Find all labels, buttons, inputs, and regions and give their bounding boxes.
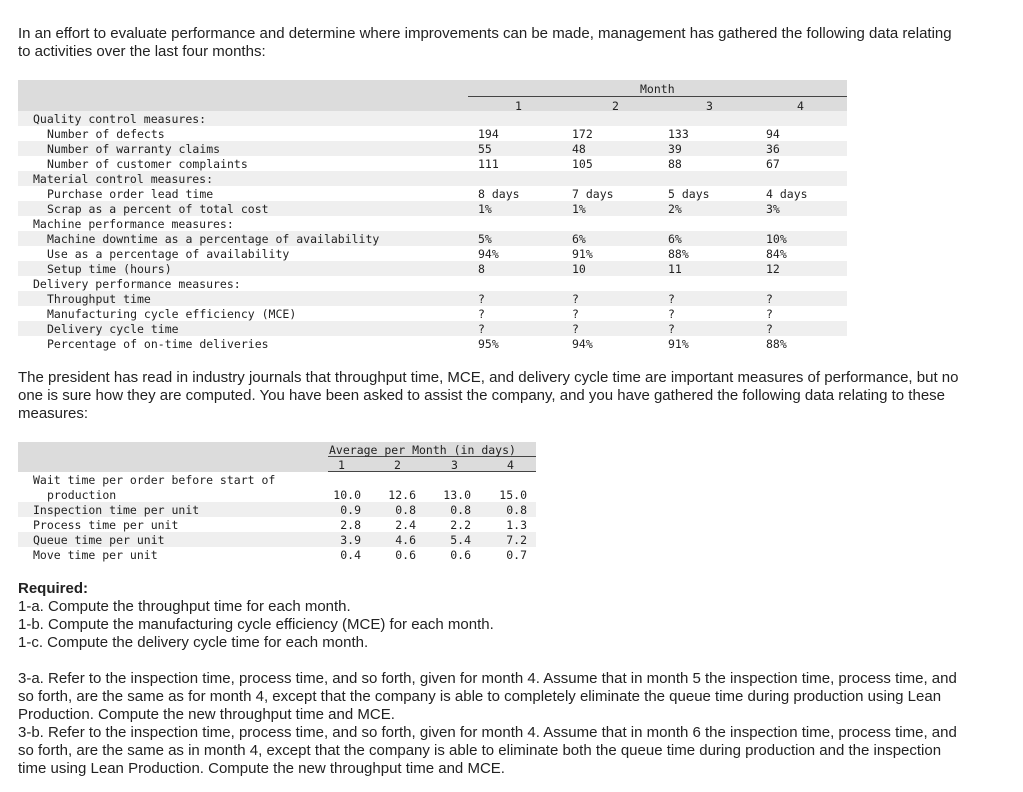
table-cell: 2.2	[450, 518, 471, 532]
table-cell: 8	[478, 262, 485, 276]
table-cell: 8 days	[478, 187, 520, 201]
table-cell: 48	[572, 142, 586, 156]
row-label: Queue time per unit	[33, 533, 165, 547]
table-cell: 94%	[478, 247, 499, 261]
table-header-band	[18, 80, 847, 114]
table-cell: 11	[668, 262, 682, 276]
table-cell: 7 days	[572, 187, 614, 201]
table-cell: 3%	[766, 202, 780, 216]
row-label: Setup time (hours)	[47, 262, 172, 276]
table-cell: ?	[668, 292, 675, 306]
table-cell: 91%	[572, 247, 593, 261]
table-cell: 2.8	[340, 518, 361, 532]
table-cell: 5%	[478, 232, 492, 246]
table-cell: ?	[478, 322, 485, 336]
column-header: 2	[394, 458, 401, 472]
table-cell: 5.4	[450, 533, 471, 547]
header-rule	[468, 96, 847, 97]
row-label: Process time per unit	[33, 518, 179, 532]
table-cell: ?	[766, 322, 773, 336]
column-header: 4	[797, 99, 804, 113]
section-label: Material control measures:	[33, 172, 214, 186]
table-cell: ?	[766, 292, 773, 306]
table-cell: ?	[766, 307, 773, 321]
section-label: Delivery performance measures:	[33, 277, 241, 291]
table-cell: 36	[766, 142, 780, 156]
table-cell: 39	[668, 142, 682, 156]
average-group-header: Average per Month (in days)	[329, 443, 516, 457]
column-header: 3	[706, 99, 713, 113]
table-cell: 0.7	[506, 548, 527, 562]
column-header: 4	[507, 458, 514, 472]
table-cell: 10%	[766, 232, 787, 246]
row-label: production	[47, 488, 117, 502]
table-cell: 55	[478, 142, 492, 156]
table-cell: 95%	[478, 337, 499, 351]
table-cell: 15.0	[499, 488, 527, 502]
row-label: Throughput time	[47, 292, 151, 306]
column-header: 1	[338, 458, 345, 472]
table-cell: 172	[572, 127, 593, 141]
table-cell: 10.0	[333, 488, 361, 502]
section-label: Quality control measures:	[33, 112, 207, 126]
table-cell: ?	[478, 307, 485, 321]
table-cell: ?	[572, 292, 579, 306]
section-label: Machine performance measures:	[33, 217, 234, 231]
row-label: Scrap as a percent of total cost	[47, 202, 269, 216]
table-cell: 194	[478, 127, 499, 141]
row-label: Move time per unit	[33, 548, 158, 562]
table-cell: 0.6	[450, 548, 471, 562]
month-group-header: Month	[640, 82, 675, 96]
table-cell: 2%	[668, 202, 682, 216]
table-cell: 105	[572, 157, 593, 171]
row-label: Inspection time per unit	[33, 503, 200, 517]
table-cell: 6%	[572, 232, 586, 246]
table-cell: 12	[766, 262, 780, 276]
table-cell: 133	[668, 127, 689, 141]
table-cell: 5 days	[668, 187, 710, 201]
table-cell: 0.9	[340, 503, 361, 517]
table-cell: 91%	[668, 337, 689, 351]
table-cell: 67	[766, 157, 780, 171]
column-header: 2	[612, 99, 619, 113]
table-cell: 84%	[766, 247, 787, 261]
row-label: Percentage of on-time deliveries	[47, 337, 269, 351]
table-cell: 13.0	[443, 488, 471, 502]
column-header: 1	[515, 99, 522, 113]
table-cell: 0.6	[395, 548, 416, 562]
table-cell: ?	[668, 322, 675, 336]
required-item: 1-a. Compute the throughput time for each month.	[18, 598, 351, 615]
row-label: Use as a percentage of availability	[47, 247, 290, 261]
table-cell: 1.3	[506, 518, 527, 532]
table-cell: ?	[478, 292, 485, 306]
row-label: Wait time per order before start of	[33, 473, 276, 487]
table-cell: ?	[572, 307, 579, 321]
required-item: 1-c. Compute the delivery cycle time for each month.	[18, 634, 369, 651]
row-label: Purchase order lead time	[47, 187, 214, 201]
table-cell: 2.4	[395, 518, 416, 532]
table-cell: ?	[572, 322, 579, 336]
row-label: Number of warranty claims	[47, 142, 221, 156]
table-cell: 4.6	[395, 533, 416, 547]
table-cell: 0.8	[506, 503, 527, 517]
part-3a-paragraph: 3-a. Refer to the inspection time, process time, and so forth, given for month 4. Assume that in month 5 the inspection time, process time, and so forth, are the same as for month 4, except that the company is able to completely eliminate the queue time during production using Lean Production. Compute the new throughput time and MCE.	[18, 670, 957, 723]
column-header: 3	[451, 458, 458, 472]
table-cell: 12.6	[388, 488, 416, 502]
row-label: Delivery cycle time	[47, 322, 179, 336]
table-cell: 0.4	[340, 548, 361, 562]
row-label: Manufacturing cycle efficiency (MCE)	[47, 307, 297, 321]
table-cell: 94%	[572, 337, 593, 351]
table-cell: 4 days	[766, 187, 808, 201]
table-cell: 1%	[478, 202, 492, 216]
table-cell: 6%	[668, 232, 682, 246]
part-3b-paragraph: 3-b. Refer to the inspection time, process time, and so forth, given for month 4. Assume that in month 6 the inspection time, process time, and so forth, are the same as in month 4, except that the company is able to eliminate both the queue time during production and the inspection time using Lean Production. Compute the new throughput time and MCE.	[18, 724, 957, 777]
table-cell: 0.8	[395, 503, 416, 517]
row-label: Number of customer complaints	[47, 157, 248, 171]
table-cell: 88%	[668, 247, 689, 261]
table-cell: 0.8	[450, 503, 471, 517]
required-heading: Required:	[18, 580, 89, 597]
row-label: Machine downtime as a percentage of availability	[47, 232, 380, 246]
table-cell: 94	[766, 127, 780, 141]
row-label: Number of defects	[47, 127, 165, 141]
table-cell: 7.2	[506, 533, 527, 547]
table-cell: ?	[668, 307, 675, 321]
table-cell: 88%	[766, 337, 787, 351]
table-cell: 111	[478, 157, 499, 171]
table-cell: 3.9	[340, 533, 361, 547]
header-rule	[328, 471, 536, 472]
table-cell: 88	[668, 157, 682, 171]
intro-paragraph: In an effort to evaluate performance and determine where improvements can be made, management has gathered the following data relating to activities over the last four months:	[18, 25, 952, 60]
table-cell: 10	[572, 262, 586, 276]
required-item: 1-b. Compute the manufacturing cycle efficiency (MCE) for each month.	[18, 616, 494, 633]
middle-paragraph: The president has read in industry journals that throughput time, MCE, and delivery cycle time are important measures of performance, but no one is sure how they are computed. You have been asked to assist the company, and you have gathered the following data relating to these measures:	[18, 369, 959, 422]
table-cell: 1%	[572, 202, 586, 216]
